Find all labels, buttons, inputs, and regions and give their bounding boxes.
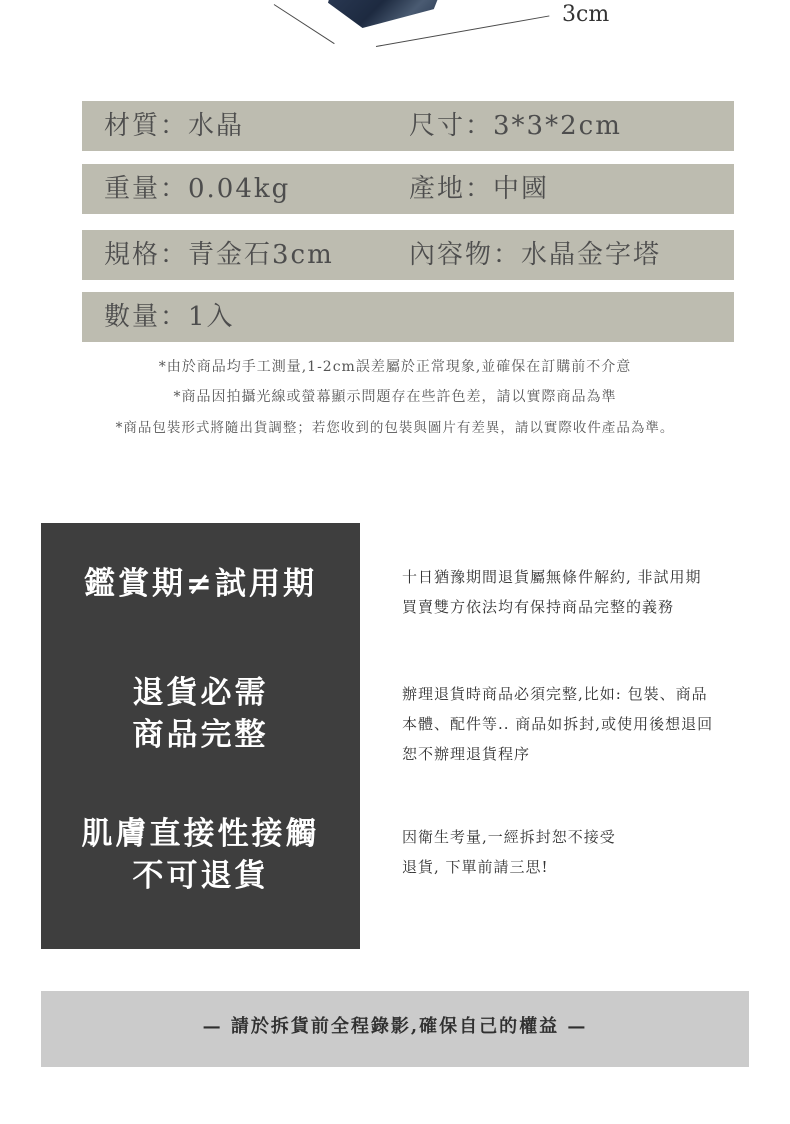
desc-line: 十日猶豫期間退貨屬無條件解約, 非試用期 <box>402 568 702 586</box>
desc-skin <box>402 822 762 882</box>
desc-line: 恕不辦理退貨程序 <box>402 745 531 763</box>
recording-reminder-bar <box>41 991 749 1067</box>
spec-row <box>82 101 734 151</box>
spec-contents: 內容物：水晶金字塔 <box>409 240 662 270</box>
heading-skin-line1: 肌膚直接性接觸 <box>81 816 320 852</box>
dimension-line <box>274 4 335 44</box>
desc-line: 辦理退貨時商品必須完整,比如: 包裝、商品 <box>402 685 708 703</box>
spec-row <box>82 230 734 280</box>
spec-row <box>82 164 734 214</box>
heading-appreciation: 鑑賞期≠試用期 <box>84 566 317 602</box>
spec-weight: 重量：0.04kg <box>104 174 291 204</box>
spec-size: 尺寸：3*3*2cm <box>409 111 622 141</box>
dimension-line <box>376 15 549 47</box>
spec-row <box>82 292 734 342</box>
spec-quantity: 數量：1入 <box>104 302 235 332</box>
recording-reminder-text: — 請於拆貨前全程錄影,確保自己的權益 — <box>202 1016 588 1037</box>
spec-material: 材質：水晶 <box>104 111 245 141</box>
policy-panel <box>41 523 360 949</box>
product-photo <box>328 0 443 28</box>
desc-return <box>402 679 762 769</box>
desc-line: 因衛生考量,一經拆封恕不接受 <box>402 828 616 846</box>
note-packaging: *商品包裝形式將隨出貨調整；若您收到的包裝與圖片有差異，請以實際收件產品為準。 <box>115 420 675 436</box>
spec-origin: 產地：中國 <box>409 174 550 204</box>
desc-line: 退貨, 下單前請三思! <box>402 858 549 876</box>
spec-model: 規格：青金石3cm <box>104 240 334 270</box>
dimension-label: 3cm <box>562 2 610 27</box>
desc-line: 買賣雙方依法均有保持商品完整的義務 <box>402 598 675 616</box>
note-measurement: *由於商品均手工測量,1-2cm誤差屬於正常現象,並確保在訂購前不介意 <box>158 359 632 375</box>
desc-appreciation <box>402 562 762 622</box>
desc-line: 本體、配件等.. 商品如拆封,或使用後想退回 <box>402 715 714 733</box>
heading-return-line2: 商品完整 <box>132 717 269 753</box>
note-color: *商品因拍攝光線或螢幕顯示問題存在些許色差，請以實際商品為準 <box>173 389 617 405</box>
heading-return-line1: 退貨必需 <box>132 675 269 711</box>
heading-skin-line2: 不可退貨 <box>132 858 269 894</box>
